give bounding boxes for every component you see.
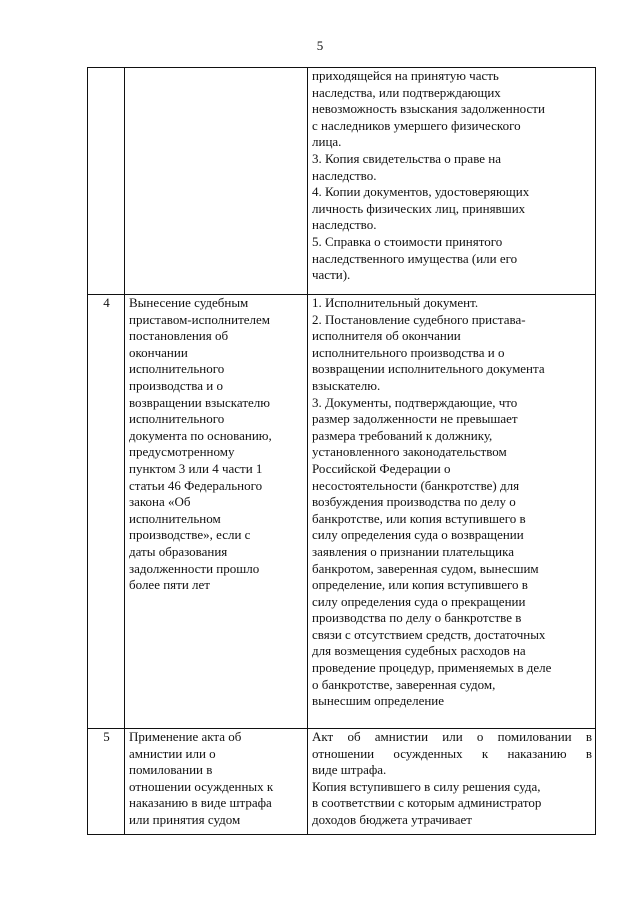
text-line: доходов бюджета утрачивает bbox=[312, 811, 472, 827]
text-line: документа по основанию, bbox=[129, 427, 272, 443]
text-line: определение, или копия вступившего в bbox=[312, 577, 528, 593]
text-line: для возмещения судебных расходов на bbox=[312, 643, 526, 659]
text-line: виде штрафа. bbox=[312, 762, 387, 778]
text-line: 1. Исполнительный документ. bbox=[312, 295, 479, 310]
text-line: окончании bbox=[129, 344, 188, 360]
text-line: Копия вступившего в силу решения суда, bbox=[312, 778, 541, 794]
text-line: проведение процедур, применяемых в деле bbox=[312, 660, 552, 676]
text-line: возбуждения производства по делу о bbox=[312, 494, 516, 510]
text-line: наследства, или подтверждающих bbox=[312, 84, 501, 100]
text-line: закона «Об bbox=[129, 494, 191, 510]
text-line: установленного законодательством bbox=[312, 444, 507, 460]
text-line: предусмотренному bbox=[129, 444, 235, 460]
text-line: части). bbox=[312, 267, 351, 283]
table-row bbox=[88, 729, 596, 835]
text-line: 3. Документы, подтверждающие, что bbox=[312, 394, 518, 410]
text-line: пунктом 3 или 4 части 1 bbox=[129, 460, 263, 476]
row-number-cell bbox=[88, 68, 125, 295]
row-number-cell: 4 bbox=[88, 295, 125, 729]
text-line: о банкротстве, заверенная судом, bbox=[312, 676, 496, 692]
text-line: более пяти лет bbox=[129, 577, 210, 593]
text-line: Вынесение судебным bbox=[129, 295, 249, 310]
text-line: амнистии или о bbox=[129, 745, 216, 761]
table-row bbox=[88, 68, 596, 295]
text-line: задолженности прошло bbox=[129, 560, 260, 576]
text-line: возвращении исполнительного документа bbox=[312, 361, 545, 377]
text-line: статьи 46 Федерального bbox=[129, 477, 263, 493]
text-line: Акт об амнистии или о помиловании в bbox=[312, 729, 592, 744]
text-line: исполнительного производства и о bbox=[312, 344, 505, 360]
text-line: с наследников умершего физического bbox=[312, 117, 521, 133]
text-line: Российской Федерации о bbox=[312, 460, 451, 476]
text-line: 4. Копии документов, удостоверяющих bbox=[312, 184, 530, 200]
text-line: несостоятельности (банкротстве) для bbox=[312, 477, 520, 493]
text-line: связи с отсутствием средств, достаточных bbox=[312, 626, 546, 642]
text-line: заявления о признании плательщика bbox=[312, 543, 515, 559]
text-line: наследство. bbox=[312, 217, 377, 233]
documents-cell bbox=[308, 68, 596, 295]
text-line: личность физических лиц, принявших bbox=[312, 200, 526, 216]
text-line: производстве», если с bbox=[129, 527, 251, 543]
text-line: силу определения суда о возвращении bbox=[312, 527, 524, 543]
text-line: приставом-исполнителем bbox=[129, 311, 271, 327]
documents-cell bbox=[308, 729, 596, 835]
text-line: наследственного имущества (или его bbox=[312, 250, 518, 266]
action-cell bbox=[125, 68, 308, 295]
text-line: исполнительном bbox=[129, 510, 221, 526]
text-line: исполнительного bbox=[129, 361, 225, 377]
action-cell bbox=[125, 295, 308, 729]
text-line: исполнителя об окончании bbox=[312, 328, 461, 344]
text-line: взыскателю. bbox=[312, 377, 381, 393]
text-line: приходящейся на принятую часть bbox=[312, 68, 499, 83]
text-line: отношении осужденных к bbox=[129, 778, 274, 794]
text-line: возвращении взыскателю bbox=[129, 394, 270, 410]
text-line: наследство. bbox=[312, 167, 377, 183]
page-number: 5 bbox=[316, 38, 324, 53]
text-line: 2. Постановление судебного пристава- bbox=[312, 311, 526, 327]
action-cell bbox=[125, 729, 308, 835]
text-line: производства и о bbox=[129, 377, 223, 393]
text-line: или принятия судом bbox=[129, 811, 241, 827]
text-line: постановления об bbox=[129, 328, 229, 344]
text-line: лица. bbox=[312, 134, 342, 150]
text-line: банкротом, заверенная судом, вынесшим bbox=[312, 560, 539, 576]
text-line: помиловании в bbox=[129, 762, 213, 778]
text-line: вынесшим определение bbox=[312, 693, 445, 709]
text-line: Применение акта об bbox=[129, 729, 242, 744]
text-line: даты образования bbox=[129, 543, 228, 559]
text-line: исполнительного bbox=[129, 411, 225, 427]
text-line: размера требований к должнику, bbox=[312, 427, 493, 443]
text-line: банкротстве, или копия вступившего в bbox=[312, 510, 526, 526]
text-line: невозможность взыскания задолженности bbox=[312, 101, 545, 117]
text-line: силу определения суда о прекращении bbox=[312, 593, 526, 609]
text-line: размер задолженности не превышает bbox=[312, 411, 518, 427]
table-row bbox=[88, 295, 596, 729]
row-number-cell: 5 bbox=[88, 729, 125, 835]
text-line: наказанию в виде штрафа bbox=[129, 795, 272, 811]
text-line: в соответствии с которым администратор bbox=[312, 795, 542, 811]
text-line: 3. Копия свидетельства о праве на bbox=[312, 150, 502, 166]
documents-table bbox=[87, 67, 596, 835]
text-line: производства по делу о банкротстве в bbox=[312, 610, 522, 626]
text-line: отношении осужденных к наказанию в bbox=[312, 745, 592, 761]
text-line: 5. Справка о стоимости принятого bbox=[312, 233, 503, 249]
documents-cell bbox=[308, 295, 596, 729]
